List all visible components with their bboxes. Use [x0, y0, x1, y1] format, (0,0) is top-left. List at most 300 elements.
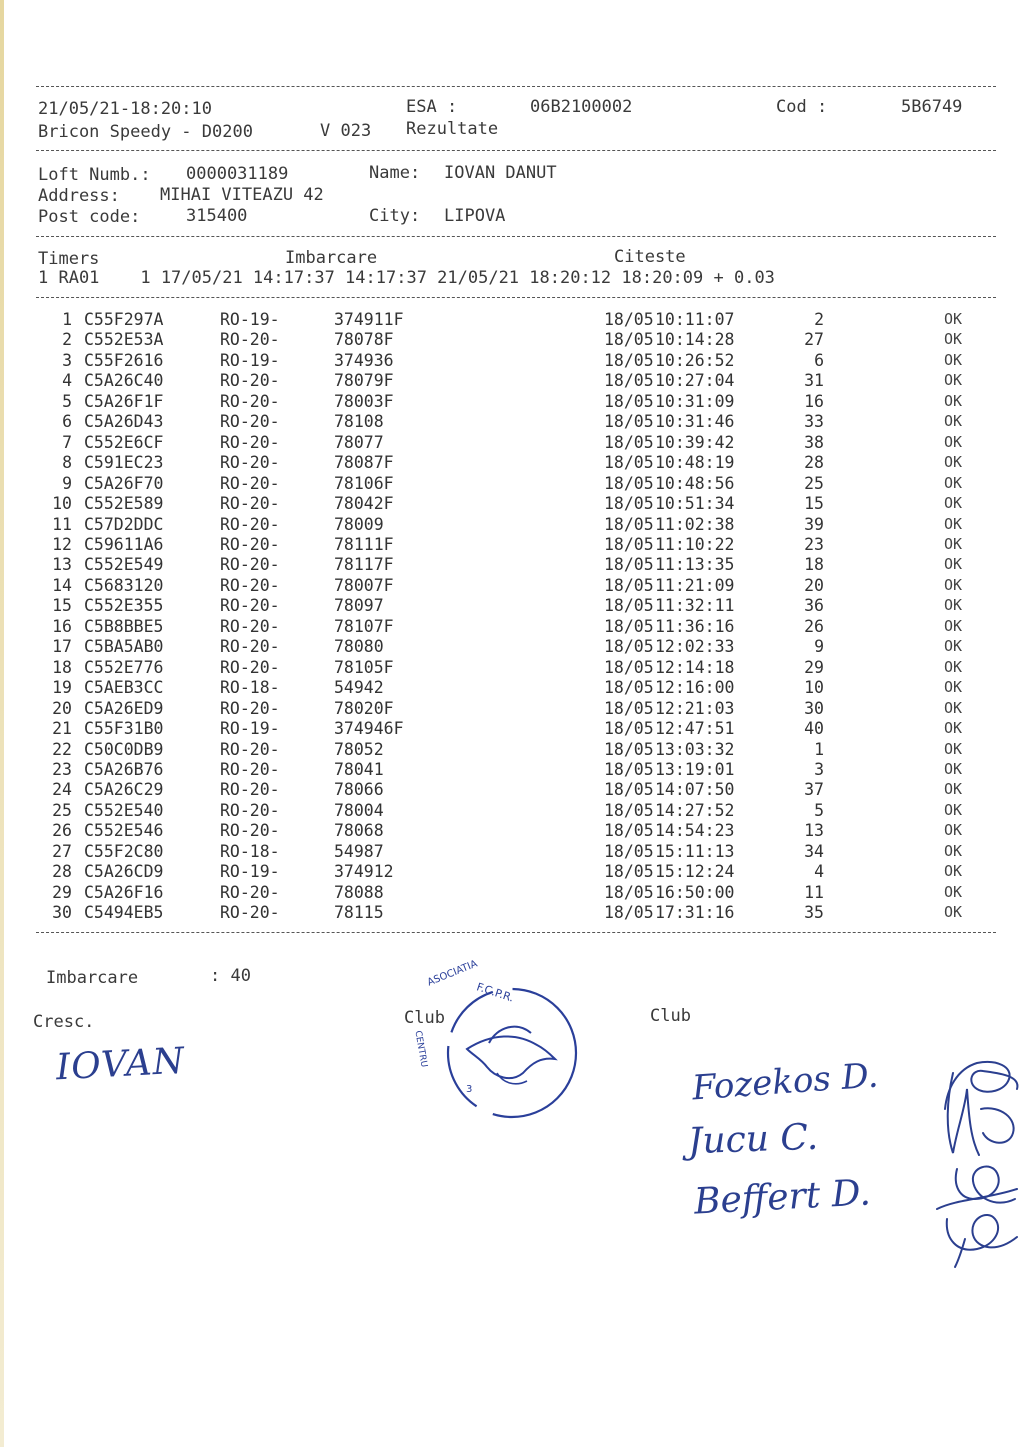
- ring-series: RO-20-: [220, 821, 280, 841]
- status-badge: OK: [944, 412, 963, 431]
- table-row: [0, 617, 1024, 637]
- ring-number: 78088: [334, 882, 384, 902]
- basket-position: 5: [814, 800, 824, 820]
- ring-code: C55F31B0: [84, 719, 164, 738]
- ring-code: C55F2C80: [84, 841, 164, 861]
- arrival-date: 18/05: [604, 800, 654, 820]
- ring-number: 78066: [334, 780, 384, 800]
- row-index: 12: [52, 535, 72, 554]
- divider: [36, 86, 996, 87]
- status-badge: OK: [944, 473, 963, 492]
- arrival-date: 18/05: [604, 555, 654, 575]
- basket-position: 28: [804, 453, 824, 473]
- ring-number: 78079F: [334, 371, 394, 391]
- row-index: 1: [62, 310, 72, 329]
- row-index: 28: [52, 862, 72, 882]
- basket-position: 31: [804, 371, 824, 391]
- arrival-time: 17:31:16: [655, 903, 735, 922]
- ring-code: C552E6CF: [84, 432, 164, 452]
- arrival-time: 10:31:09: [655, 391, 735, 411]
- basket-position: 36: [804, 596, 824, 616]
- arrival-time: 11:21:09: [655, 575, 735, 595]
- table-row: [0, 596, 1024, 616]
- arrival-date: 18/05: [604, 514, 654, 534]
- basket-position: 38: [804, 432, 824, 452]
- device-name: Bricon Speedy - D0200: [38, 122, 253, 142]
- table-row: [0, 637, 1024, 657]
- ring-series: RO-20-: [220, 698, 280, 718]
- ring-code: C5A26F70: [84, 473, 164, 493]
- status-badge: OK: [944, 514, 963, 533]
- loft-number: 0000031189: [186, 164, 289, 184]
- ring-number: 374936: [334, 350, 394, 370]
- ring-number: 78077: [334, 432, 384, 452]
- ring-series: RO-20-: [220, 637, 280, 657]
- status-badge: OK: [944, 330, 963, 349]
- imbarcare-count: : 40: [210, 966, 251, 986]
- table-row: [0, 515, 1024, 535]
- ring-number: 78111F: [334, 535, 394, 554]
- ring-series: RO-20-: [220, 739, 280, 759]
- arrival-time: 14:54:23: [655, 821, 735, 841]
- ring-number: 78003F: [334, 391, 394, 411]
- arrival-time: 10:48:56: [655, 473, 735, 493]
- status-badge: OK: [944, 780, 963, 799]
- cod-label: Cod :: [776, 97, 828, 117]
- ring-number: 78108: [334, 412, 384, 432]
- basket-position: 27: [804, 330, 824, 350]
- arrival-date: 18/05: [604, 759, 654, 779]
- ring-code: C552E540: [84, 800, 164, 820]
- basket-position: 37: [804, 780, 824, 800]
- timers-imbarcare-label: Imbarcare: [285, 248, 378, 268]
- row-index: 24: [52, 780, 72, 800]
- row-index: 7: [62, 432, 72, 452]
- city-value: LIPOVA: [444, 206, 506, 226]
- basket-position: 25: [804, 473, 824, 493]
- ring-number: 78042F: [334, 494, 394, 513]
- ring-code: C55F2616: [84, 350, 164, 370]
- row-index: 19: [52, 678, 72, 698]
- arrival-date: 18/05: [604, 596, 654, 616]
- arrival-date: 18/05: [604, 862, 654, 882]
- ring-number: 78078F: [334, 330, 394, 350]
- row-index: 13: [52, 555, 72, 575]
- cod-value: 5B6749: [901, 97, 963, 117]
- status-badge: OK: [944, 494, 963, 512]
- arrival-date: 18/05: [604, 821, 654, 841]
- ring-number: 78004: [334, 800, 384, 820]
- basket-position: 15: [804, 494, 824, 513]
- arrival-time: 13:19:01: [655, 759, 735, 779]
- stamp-seal-icon: [437, 987, 587, 1127]
- row-index: 6: [62, 412, 72, 432]
- arrival-time: 10:39:42: [655, 432, 735, 452]
- ring-number: 54942: [334, 678, 384, 698]
- arrival-time: 11:36:16: [655, 616, 735, 636]
- arrival-time: 10:51:34: [655, 494, 735, 513]
- ring-code: C5A26F16: [84, 882, 164, 902]
- status-badge: OK: [944, 616, 963, 635]
- ring-code: C552E549: [84, 555, 164, 575]
- arrival-date: 18/05: [604, 882, 654, 902]
- arrival-date: 18/05: [604, 841, 654, 861]
- ring-code: C5A26B76: [84, 759, 164, 779]
- basket-position: 23: [804, 535, 824, 554]
- status-badge: OK: [944, 841, 963, 860]
- status-badge: OK: [944, 555, 963, 574]
- row-index: 10: [52, 494, 72, 513]
- arrival-time: 14:27:52: [655, 800, 735, 820]
- ring-code: C552E589: [84, 494, 164, 513]
- table-row: [0, 535, 1024, 555]
- table-row: [0, 392, 1024, 412]
- basket-position: 3: [814, 759, 824, 779]
- basket-position: 16: [804, 391, 824, 411]
- row-index: 3: [62, 350, 72, 370]
- arrival-date: 18/05: [604, 535, 654, 554]
- row-index: 20: [52, 698, 72, 718]
- ring-series: RO-19-: [220, 862, 280, 882]
- status-badge: OK: [944, 882, 963, 901]
- status-badge: OK: [944, 903, 963, 921]
- row-index: 29: [52, 882, 72, 902]
- loft-label: Loft Numb.:: [38, 165, 151, 185]
- arrival-time: 10:31:46: [655, 412, 735, 432]
- ring-code: C5A26ED9: [84, 698, 164, 718]
- ring-series: RO-20-: [220, 412, 280, 432]
- ring-code: C552E776: [84, 657, 164, 677]
- city-label: City:: [369, 206, 421, 226]
- ring-series: RO-20-: [220, 555, 280, 575]
- ring-number: 78052: [334, 739, 384, 759]
- cresc-signature: IOVAN: [54, 1040, 187, 1089]
- row-index: 15: [52, 596, 72, 616]
- ring-series: RO-20-: [220, 596, 280, 616]
- status-badge: OK: [944, 453, 963, 472]
- ring-number: 374911F: [334, 310, 404, 329]
- ring-number: 374946F: [334, 719, 404, 738]
- basket-position: 1: [814, 739, 824, 759]
- basket-position: 2: [814, 310, 824, 329]
- table-row: [0, 351, 1024, 371]
- ring-number: 78105F: [334, 657, 394, 677]
- stamp-club-label: Club: [404, 1008, 445, 1028]
- basket-position: 29: [804, 657, 824, 677]
- row-index: 14: [52, 575, 72, 595]
- row-index: 27: [52, 841, 72, 861]
- esa-label: ESA :: [406, 97, 458, 117]
- ring-number: 78080: [334, 637, 384, 657]
- ring-series: RO-20-: [220, 494, 280, 513]
- ring-series: RO-19-: [220, 310, 280, 329]
- table-row: [0, 821, 1024, 841]
- timer-line: 1 RA01 1 17/05/21 14:17:37 14:17:37 21/05/21 18:20:12 18:20:09 + 0.03: [38, 268, 775, 288]
- table-row: [0, 433, 1024, 453]
- name-label: Name:: [369, 163, 421, 183]
- arrival-date: 18/05: [604, 575, 654, 595]
- ring-series: RO-18-: [220, 841, 280, 861]
- ring-code: C57D2DDC: [84, 514, 164, 534]
- basket-position: 11: [804, 882, 824, 902]
- status-badge: OK: [944, 862, 963, 881]
- basket-position: 40: [804, 719, 824, 738]
- arrival-date: 18/05: [604, 719, 654, 738]
- timers-citeste-label: Citeste: [614, 247, 686, 267]
- ring-series: RO-19-: [220, 719, 280, 738]
- ring-code: C5BA5AB0: [84, 637, 164, 657]
- table-row: [0, 494, 1024, 514]
- arrival-date: 18/05: [604, 350, 654, 370]
- imbarcare-footer-label: Imbarcare: [46, 968, 139, 988]
- club-label: Club: [650, 1006, 691, 1026]
- row-index: 21: [52, 719, 72, 738]
- ring-series: RO-19-: [220, 350, 280, 370]
- arrival-date: 18/05: [604, 637, 654, 657]
- stamp-text-number: 3: [466, 1084, 473, 1095]
- ring-code: C50C0DB9: [84, 739, 164, 759]
- row-index: 18: [52, 657, 72, 677]
- table-row: [0, 330, 1024, 350]
- table-row: [0, 780, 1024, 800]
- status-badge: OK: [944, 391, 963, 410]
- club-member-name-2: Jucu C.: [687, 1116, 819, 1163]
- row-index: 26: [52, 821, 72, 841]
- status-badge: OK: [944, 759, 963, 778]
- cresc-label: Cresc.: [33, 1012, 95, 1032]
- arrival-date: 18/05: [604, 391, 654, 411]
- table-row: [0, 699, 1024, 719]
- row-index: 8: [62, 453, 72, 473]
- divider: [36, 297, 996, 298]
- arrival-date: 18/05: [604, 903, 654, 922]
- row-index: 30: [52, 903, 72, 922]
- table-row: [0, 371, 1024, 391]
- basket-position: 34: [804, 841, 824, 861]
- ring-code: C5A26F1F: [84, 391, 164, 411]
- status-badge: OK: [944, 739, 963, 758]
- ring-code: C55F297A: [84, 310, 164, 329]
- ring-series: RO-20-: [220, 800, 280, 820]
- status-badge: OK: [944, 310, 963, 328]
- ring-series: RO-20-: [220, 780, 280, 800]
- arrival-date: 18/05: [604, 453, 654, 473]
- ring-series: RO-20-: [220, 575, 280, 595]
- postcode-label: Post code:: [38, 207, 141, 227]
- ring-number: 78009: [334, 514, 384, 534]
- table-row: [0, 801, 1024, 821]
- ring-number: 78041: [334, 759, 384, 779]
- basket-position: 6: [814, 350, 824, 370]
- ring-code: C591EC23: [84, 453, 164, 473]
- ring-series: RO-20-: [220, 330, 280, 350]
- club-signatures: [878, 1030, 998, 1250]
- ring-number: 374912: [334, 862, 394, 882]
- ring-number: 78115: [334, 903, 384, 922]
- arrival-date: 18/05: [604, 371, 654, 391]
- ring-series: RO-20-: [220, 473, 280, 493]
- ring-number: 78020F: [334, 698, 394, 718]
- ring-series: RO-20-: [220, 903, 280, 922]
- arrival-time: 10:11:07: [655, 310, 735, 329]
- divider: [36, 236, 996, 237]
- stamp-text-top: ASOCIATIA: [425, 958, 480, 989]
- table-row: [0, 555, 1024, 575]
- report-type: Rezultate: [406, 119, 499, 139]
- table-row: [0, 576, 1024, 596]
- arrival-date: 18/05: [604, 678, 654, 698]
- arrival-time: 10:26:52: [655, 350, 735, 370]
- status-badge: OK: [944, 821, 963, 840]
- basket-position: 26: [804, 616, 824, 636]
- ring-number: 78097: [334, 596, 384, 616]
- row-index: 17: [52, 637, 72, 657]
- ring-series: RO-20-: [220, 616, 280, 636]
- club-member-name-1: Fozekos D.: [690, 1055, 880, 1109]
- divider: [36, 150, 996, 151]
- arrival-time: 11:32:11: [655, 596, 735, 616]
- basket-position: 13: [804, 821, 824, 841]
- table-row: [0, 678, 1024, 698]
- stamp-text-side: CENTRU: [412, 1029, 429, 1069]
- ring-code: C5A26CD9: [84, 862, 164, 882]
- status-badge: OK: [944, 350, 963, 369]
- status-badge: OK: [944, 719, 963, 737]
- arrival-time: 11:13:35: [655, 555, 735, 575]
- row-index: 5: [62, 391, 72, 411]
- basket-position: 33: [804, 412, 824, 432]
- table-row: [0, 453, 1024, 473]
- status-badge: OK: [944, 371, 963, 390]
- table-row: [0, 842, 1024, 862]
- device-version: V 023: [320, 121, 372, 141]
- arrival-time: 10:14:28: [655, 330, 735, 350]
- status-badge: OK: [944, 535, 963, 553]
- ring-series: RO-20-: [220, 371, 280, 391]
- arrival-date: 18/05: [604, 739, 654, 759]
- table-row: [0, 883, 1024, 903]
- status-badge: OK: [944, 698, 963, 717]
- row-index: 23: [52, 759, 72, 779]
- basket-position: 20: [804, 575, 824, 595]
- arrival-time: 10:27:04: [655, 371, 735, 391]
- row-index: 11: [52, 514, 72, 534]
- ring-number: 78087F: [334, 453, 394, 473]
- arrival-time: 15:11:13: [655, 841, 735, 861]
- basket-position: 4: [814, 862, 824, 882]
- ring-series: RO-20-: [220, 391, 280, 411]
- arrival-date: 18/05: [604, 657, 654, 677]
- arrival-time: 12:16:00: [655, 678, 735, 698]
- status-badge: OK: [944, 575, 963, 594]
- row-index: 22: [52, 739, 72, 759]
- ring-number: 78117F: [334, 555, 394, 575]
- status-badge: OK: [944, 800, 963, 819]
- status-badge: OK: [944, 657, 963, 676]
- table-row: [0, 310, 1024, 330]
- status-badge: OK: [944, 596, 963, 615]
- table-row: [0, 412, 1024, 432]
- ring-series: RO-20-: [220, 514, 280, 534]
- ring-number: 78007F: [334, 575, 394, 595]
- ring-series: RO-20-: [220, 453, 280, 473]
- address-label: Address:: [38, 186, 120, 206]
- owner-name: IOVAN DANUT: [444, 163, 557, 183]
- basket-position: 30: [804, 698, 824, 718]
- esa-value: 06B2100002: [530, 97, 633, 117]
- arrival-date: 18/05: [604, 310, 654, 329]
- row-index: 9: [62, 473, 72, 493]
- ring-code: C5A26D43: [84, 412, 164, 432]
- ring-number: 78107F: [334, 616, 394, 636]
- table-row: [0, 740, 1024, 760]
- arrival-date: 18/05: [604, 330, 654, 350]
- arrival-date: 18/05: [604, 698, 654, 718]
- stamp-text-acronym: F.C.P.R.: [474, 980, 516, 1005]
- basket-position: 18: [804, 555, 824, 575]
- table-row: [0, 658, 1024, 678]
- row-index: 4: [62, 371, 72, 391]
- table-row: [0, 474, 1024, 494]
- basket-position: 35: [804, 903, 824, 922]
- table-row: [0, 760, 1024, 780]
- timers-label: Timers: [38, 249, 100, 269]
- ring-series: RO-20-: [220, 432, 280, 452]
- arrival-date: 18/05: [604, 432, 654, 452]
- arrival-time: 11:02:38: [655, 514, 735, 534]
- club-member-name-3: Beffert D.: [693, 1172, 872, 1223]
- arrival-time: 12:14:18: [655, 657, 735, 677]
- arrival-date: 18/05: [604, 780, 654, 800]
- address-value: MIHAI VITEAZU 42: [160, 185, 324, 205]
- arrival-time: 12:21:03: [655, 698, 735, 718]
- ring-code: C5A26C29: [84, 780, 164, 800]
- arrival-date: 18/05: [604, 473, 654, 493]
- row-index: 2: [62, 330, 72, 350]
- status-badge: OK: [944, 637, 963, 656]
- arrival-date: 18/05: [604, 494, 654, 513]
- table-row: [0, 862, 1024, 882]
- ring-number: 78068: [334, 821, 384, 841]
- ring-series: RO-18-: [220, 678, 280, 698]
- arrival-time: 14:07:50: [655, 780, 735, 800]
- arrival-time: 16:50:00: [655, 882, 735, 902]
- arrival-time: 11:10:22: [655, 535, 735, 554]
- arrival-time: 12:47:51: [655, 719, 735, 738]
- table-row: [0, 719, 1024, 739]
- ring-code: C5AEB3CC: [84, 678, 164, 698]
- ring-number: 78106F: [334, 473, 394, 493]
- arrival-date: 18/05: [604, 616, 654, 636]
- print-datetime: 21/05/21-18:20:10: [38, 99, 212, 119]
- arrival-date: 18/05: [604, 412, 654, 432]
- arrival-time: 10:48:19: [655, 453, 735, 473]
- row-index: 25: [52, 800, 72, 820]
- ring-code: C552E355: [84, 596, 164, 616]
- arrival-time: 13:03:32: [655, 739, 735, 759]
- row-index: 16: [52, 616, 72, 636]
- ring-series: RO-20-: [220, 882, 280, 902]
- status-badge: OK: [944, 432, 963, 451]
- status-badge: OK: [944, 678, 963, 697]
- ring-series: RO-20-: [220, 535, 280, 554]
- ring-series: RO-20-: [220, 759, 280, 779]
- basket-position: 39: [804, 514, 824, 534]
- ring-code: C59611A6: [84, 535, 164, 554]
- ring-code: C5494EB5: [84, 903, 164, 922]
- basket-position: 9: [814, 637, 824, 657]
- arrival-time: 12:02:33: [655, 637, 735, 657]
